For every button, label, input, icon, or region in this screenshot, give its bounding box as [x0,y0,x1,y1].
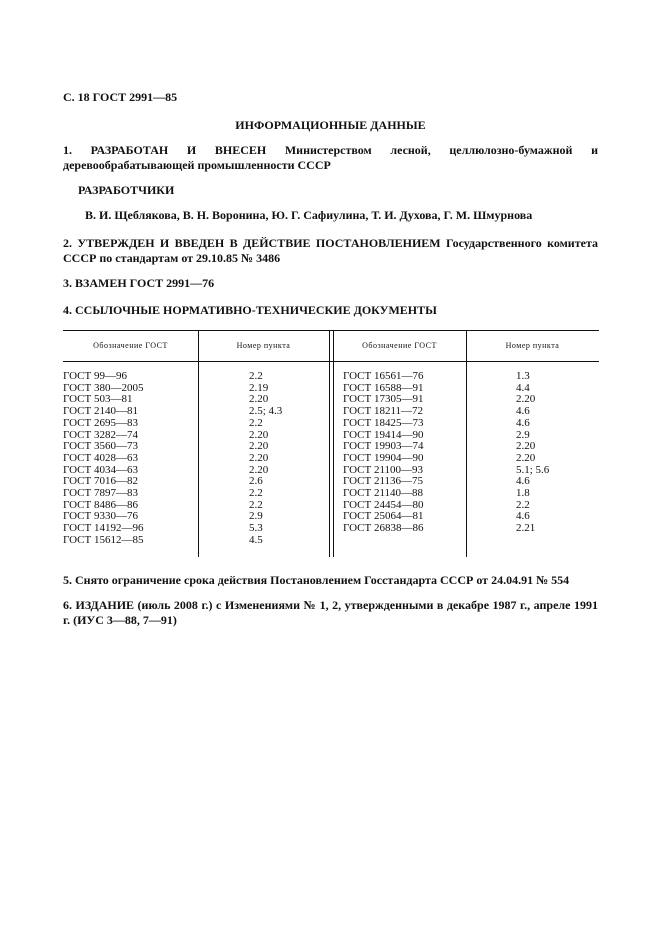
gost-designation: ГОСТ 19904—90 [343,451,424,464]
gost-designation: ГОСТ 4034—63 [63,463,138,476]
gost-designation: ГОСТ 7016—82 [63,475,138,488]
column-divider [333,331,334,557]
item-number: 2.20 [516,393,536,406]
item-5: 5. Снято ограничение срока действия Постановлением Госстандарта СССР от 24.04.91 № 554 [63,573,570,587]
gost-designation: ГОСТ 19414—90 [343,428,424,441]
item-number: 2.20 [249,440,269,453]
gost-designation: ГОСТ 9330—76 [63,510,138,523]
header-divider [63,361,599,362]
item-number: 4.6 [516,510,530,523]
gost-designation: ГОСТ 26838—86 [343,522,424,535]
item-number: 1.8 [516,487,530,500]
item-number: 4.6 [516,405,530,418]
item-number: 2.21 [516,522,536,535]
item-number: 5.3 [249,522,263,535]
item-number: 2.20 [249,463,269,476]
header-item: Номер пункта [236,341,291,350]
gost-designation: ГОСТ 3282—74 [63,428,138,441]
item-6: 6. ИЗДАНИЕ (июль 2008 г.) с Изменениями № 1, 2, утвержденными в декабре 1987 г., апреле 1991 г. (ИУС 3—88, 7—91) [63,598,598,627]
gost-designation: ГОСТ 25064—81 [343,510,424,523]
item-4: 4. ССЫЛОЧНЫЕ НОРМАТИВНО-ТЕХНИЧЕСКИЕ ДОКУМЕНТЫ [63,303,437,317]
column-divider [329,331,330,557]
gost-designation: ГОСТ 18425—73 [343,416,424,429]
item-number: 2.9 [249,510,263,523]
header-gost: Обозначение ГОСТ [93,341,168,350]
gost-designation: ГОСТ 3560—73 [63,440,138,453]
item-number: 2.9 [516,428,530,441]
gost-designation: ГОСТ 16561—76 [343,370,424,382]
gost-designation: ГОСТ 21140—88 [343,487,424,500]
gost-designation: ГОСТ 24454—80 [343,498,424,511]
item-number: 4.6 [516,475,530,488]
item-1: 1. РАЗРАБОТАН И ВНЕСЕН Министерством лесной, целлюлозно-бумажной и деревообрабатывающей промышленности СССР [63,143,598,172]
page-header: С. 18 ГОСТ 2991—85 [63,90,178,104]
item-number: 4.4 [516,381,530,394]
gost-designation: ГОСТ 380—2005 [63,381,144,394]
item-3: 3. ВЗАМЕН ГОСТ 2991—76 [63,276,215,290]
gost-designation: ГОСТ 2695—83 [63,416,138,429]
gost-designation: ГОСТ 15612—85 [63,533,144,546]
references-table [63,330,599,557]
gost-designation: ГОСТ 17305—91 [343,393,424,406]
item-number: 2.6 [249,475,263,488]
item-number: 2.2 [249,416,263,429]
gost-designation: ГОСТ 18211—72 [343,405,424,418]
header-gost: Обозначение ГОСТ [362,341,437,350]
gost-designation: ГОСТ 99—96 [63,370,127,382]
item-2: 2. УТВЕРЖДЕН И ВВЕДЕН В ДЕЙСТВИЕ ПОСТАНОВЛЕНИЕМ Государственного комитета СССР по стандартам от 29.10.85 № 3486 [63,236,598,265]
item-number: 4.6 [516,416,530,429]
item-number: 2.2 [249,487,263,500]
item-number: 4.5 [249,533,263,546]
item-number: 2.2 [249,498,263,511]
item-number: 2.20 [249,393,269,406]
gost-designation: ГОСТ 2140—81 [63,405,138,418]
item-number: 2.2 [516,498,530,511]
developers-heading: РАЗРАБОТЧИКИ [78,183,175,197]
item-number: 2.20 [249,428,269,441]
item-number: 2.2 [249,370,263,382]
item-number: 2.20 [516,440,536,453]
page-title: ИНФОРМАЦИОННЫЕ ДАННЫЕ [235,118,426,132]
gost-designation: ГОСТ 503—81 [63,393,133,406]
gost-designation: ГОСТ 7897—83 [63,487,138,500]
header-item: Номер пункта [505,341,560,350]
gost-designation: ГОСТ 4028—63 [63,451,138,464]
gost-designation: ГОСТ 16588—91 [343,381,424,394]
gost-designation: ГОСТ 21100—93 [343,463,424,476]
gost-designation: ГОСТ 19903—74 [343,440,424,453]
item-number: 1.3 [516,370,530,382]
gost-designation: ГОСТ 8486—86 [63,498,138,511]
developers-list: В. И. Щеблякова, В. Н. Воронина, Ю. Г. Сафиулина, Т. И. Духова, Г. М. Шмурнова [85,208,533,222]
gost-designation: ГОСТ 14192—96 [63,522,144,535]
item-number: 2.20 [516,451,536,464]
item-number: 5.1; 5.6 [516,463,550,476]
gost-designation: ГОСТ 21136—75 [343,475,424,488]
item-number: 2.5; 4.3 [249,405,283,418]
item-number: 2.19 [249,381,269,394]
column-divider [198,331,199,557]
column-divider [466,331,467,557]
item-number: 2.20 [249,451,269,464]
